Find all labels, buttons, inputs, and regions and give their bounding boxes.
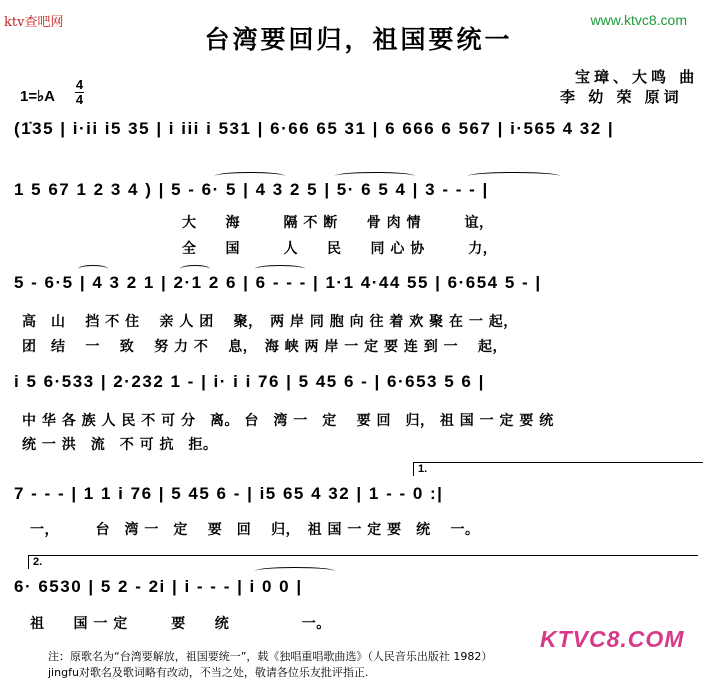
- lyric-line-7: 一， 台 湾 一 定 要 回 归， 祖 国 一 定 要 统 一。: [30, 522, 480, 538]
- slur-arc: [180, 265, 210, 273]
- lyric-line-8: 祖 国 一 定 要 统 一。: [30, 616, 331, 632]
- score-line-2: 1 5 67 1 2 3 4 ) | 5 - 6· 5 | 4 3 2 5 | 5· 6 5 4 | 3 - - - |: [14, 180, 489, 199]
- volta-second-label: 2.: [33, 556, 43, 568]
- slur-arc: [468, 172, 560, 180]
- composer-credit: 宝璋、大鸣 曲: [575, 68, 699, 86]
- score-line-1: (1̇35 | i·ii i5 35 | i iii i 531 | 6·66 65 31 | 6 666 6 567 | i·565 4 32 |: [14, 119, 615, 138]
- volta-first-label: 1.: [418, 463, 428, 475]
- score-line-3: 5 - 6·5 | 4 3 2 1 | 2·1 2 6 | 6 - - - | 1·1 4·44 55 | 6·654 5 - |: [14, 273, 542, 292]
- footnote-line-1: 注：原歌名为“台湾要解放，祖国要统一”，载《独唱重唱歌曲选》（人民音乐出版社 1982）: [48, 650, 493, 663]
- volta-first-bracket: [413, 462, 703, 476]
- tie-arc: [255, 567, 335, 575]
- site-watermark-right: www.ktvc8.com: [590, 12, 687, 28]
- key-signature: 1=♭A: [20, 88, 56, 105]
- lyric-line-6: 统 一 洪 流 不 可 抗 拒。: [22, 437, 218, 453]
- footnote-line-2: jingfu对歌名及歌词略有改动，不当之处，敬请各位乐友批评指正.: [48, 666, 369, 679]
- time-signature: [75, 78, 84, 107]
- slur-arc: [255, 265, 305, 273]
- lyric-line-1: 大 海 隔 不 断 骨 肉 情 谊，: [182, 215, 494, 231]
- score-line-6: 6· 6530 | 5 2 - 2i | i - - - | i 0 0 |: [14, 577, 303, 596]
- lyricist-credit: 李 幼 荣 原词: [560, 88, 683, 106]
- score-line-4: i 5 6·533 | 2·232 1 - | i· i i 76 | 5 45 6 - | 6·653 5 6 |: [14, 372, 485, 391]
- lyric-line-2: 全 国 人 民 同 心 协 力，: [182, 241, 498, 257]
- lyric-line-3: 高 山 挡 不 住 亲 人 团 聚， 两 岸 同 胞 向 往 着 欢 聚 在 一 起，: [22, 314, 518, 330]
- lyric-line-4: 团 结 一 致 努 力 不 息， 海 峡 两 岸 一 定 要 连 到 一 起，: [22, 339, 507, 355]
- site-watermark-left: ktv查吧网: [4, 15, 64, 30]
- time-signature-bottom: 4: [75, 92, 84, 107]
- lyric-line-5: 中 华 各 族 人 民 不 可 分 离。 台 湾 一 定 要 回 归， 祖 国 一 定 要 统: [22, 413, 554, 429]
- song-title: 台湾要回归，祖国要统一: [204, 25, 513, 54]
- slur-arc: [78, 265, 108, 273]
- slur-arc: [215, 172, 285, 180]
- score-line-5: 7 - - - | 1 1 i 76 | 5 45 6 - | i5 65 4 32 | 1 - - 0 :|: [14, 484, 444, 503]
- slur-arc: [335, 172, 415, 180]
- volta-second-bracket: [28, 555, 698, 569]
- ktvc8-logo: KTVC8.COM: [540, 626, 685, 652]
- time-signature-top: 4: [75, 77, 84, 92]
